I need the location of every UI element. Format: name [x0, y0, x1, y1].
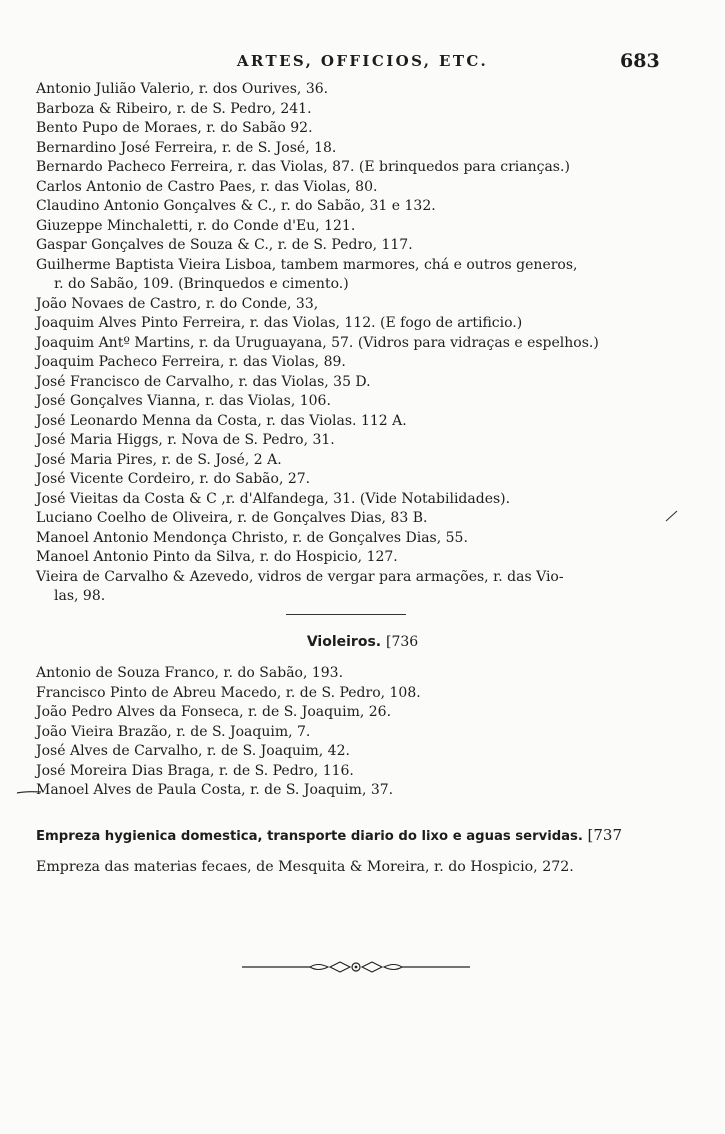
list-item: Luciano Coelho de Oliveira, r. de Gonçalves Dias, 83 B.: [36, 510, 428, 526]
list-item: Giuzeppe Minchaletti, r. do Conde d'Eu, 121.: [36, 217, 356, 234]
list-item: Barboza & Ribeiro, r. de S. Pedro, 241.: [36, 100, 312, 117]
section-title: Empreza hygienica domestica, transporte diario do lixo e aguas servidas.: [36, 829, 583, 844]
page-header: [0, 52, 725, 76]
list-item-continuation: r. do Sabão, 109. (Brinquedos e cimento.): [54, 276, 349, 292]
list-item: Joaquim Antº Martins, r. da Uruguayana, 57. (Vidros para vidraças e espelhos.): [36, 334, 599, 351]
list-item: Joaquim Pacheco Ferreira, r. das Violas, 89.: [36, 354, 346, 370]
section-number: [736: [385, 634, 419, 650]
list-item: Guilherme Baptista Vieira Lisboa, tambem marmores, chá e outros generos,: [36, 256, 578, 273]
list-item: Gaspar Gonçalves de Souza & C., r. de S. Pedro, 117.: [36, 237, 413, 253]
list-item: José Leonardo Menna da Costa, r. das Violas. 112 A.: [36, 412, 407, 429]
list-item: Bernardino José Ferreira, r. de S. José, 18.: [36, 139, 337, 156]
list-item: Antonio Julião Valerio, r. dos Ourives, 36.: [36, 81, 329, 97]
list-item: Vieira de Carvalho & Azevedo, vidros de vergar para armações, r. das Vio-: [36, 568, 564, 585]
list-item: Manoel Antonio Pinto da Silva, r. do Hospicio, 127.: [36, 549, 398, 565]
list-item: José Alves de Carvalho, r. de S. Joaquim, 42.: [36, 743, 350, 759]
list-item: Francisco Pinto de Abreu Macedo, r. de S. Pedro, 108.: [36, 684, 421, 701]
list-item: Manoel Alves de Paula Costa, r. de S. Joaquim, 37.: [36, 782, 394, 798]
list-item: José Maria Higgs, r. Nova de S. Pedro, 31.: [36, 432, 335, 448]
entries-list: [36, 80, 672, 607]
list-item: José Vicente Cordeiro, r. do Sabão, 27.: [36, 471, 311, 487]
list-item: José Maria Pires, r. de S. José, 2 A.: [36, 451, 282, 468]
section-heading-empreza: [36, 826, 672, 844]
list-item: João Pedro Alves da Fonseca, r. de S. Joaquim, 26.: [36, 704, 392, 720]
list-item: João Vieira Brazão, r. de S. Joaquim, 7.: [36, 723, 311, 740]
ornament-divider: [240, 960, 472, 974]
running-title: ARTES, OFFICIOS, ETC.: [236, 52, 489, 70]
section-number: [737: [587, 826, 622, 844]
list-item: José Vieitas da Costa & C ,r. d'Alfandega, 31. (Vide Notabilidades).: [36, 490, 511, 507]
section-title: Violeiros.: [306, 634, 382, 650]
margin-tick-mark: [664, 508, 680, 524]
list-item: Joaquim Alves Pinto Ferreira, r. das Violas, 112. (E fogo de artificio.): [36, 315, 523, 331]
list-item: Bento Pupo de Moraes, r. do Sabão 92.: [36, 120, 313, 136]
list-item-continuation: las, 98.: [54, 588, 106, 604]
list-item: Carlos Antonio de Castro Paes, r. das Violas, 80.: [36, 178, 378, 195]
list-item: Bernardo Pacheco Ferreira, r. das Violas, 87. (E brinquedos para crianças.): [36, 159, 570, 175]
list-item: Empreza das materias fecaes, de Mesquita & Moreira, r. do Hospicio, 272.: [36, 859, 574, 875]
list-item: Manoel Antonio Mendonça Christo, r. de Gonçalves Dias, 55.: [36, 529, 468, 546]
violeiros-list: [36, 664, 672, 801]
list-item: José Gonçalves Vianna, r. das Violas, 106.: [36, 393, 331, 409]
section-divider: [286, 614, 406, 615]
list-item: José Moreira Dias Braga, r. de S. Pedro, 116.: [36, 762, 354, 779]
list-item: Antonio de Souza Franco, r. do Sabão, 193.: [36, 665, 344, 681]
page-number: 683: [620, 50, 660, 72]
margin-pen-mark: [16, 785, 42, 797]
section-heading-violeiros: [0, 634, 725, 650]
list-item: João Novaes de Castro, r. do Conde, 33,: [36, 295, 319, 312]
list-item: Claudino Antonio Gonçalves & C., r. do Sabão, 31 e 132.: [36, 198, 436, 214]
list-item: José Francisco de Carvalho, r. das Violas, 35 D.: [36, 373, 371, 390]
